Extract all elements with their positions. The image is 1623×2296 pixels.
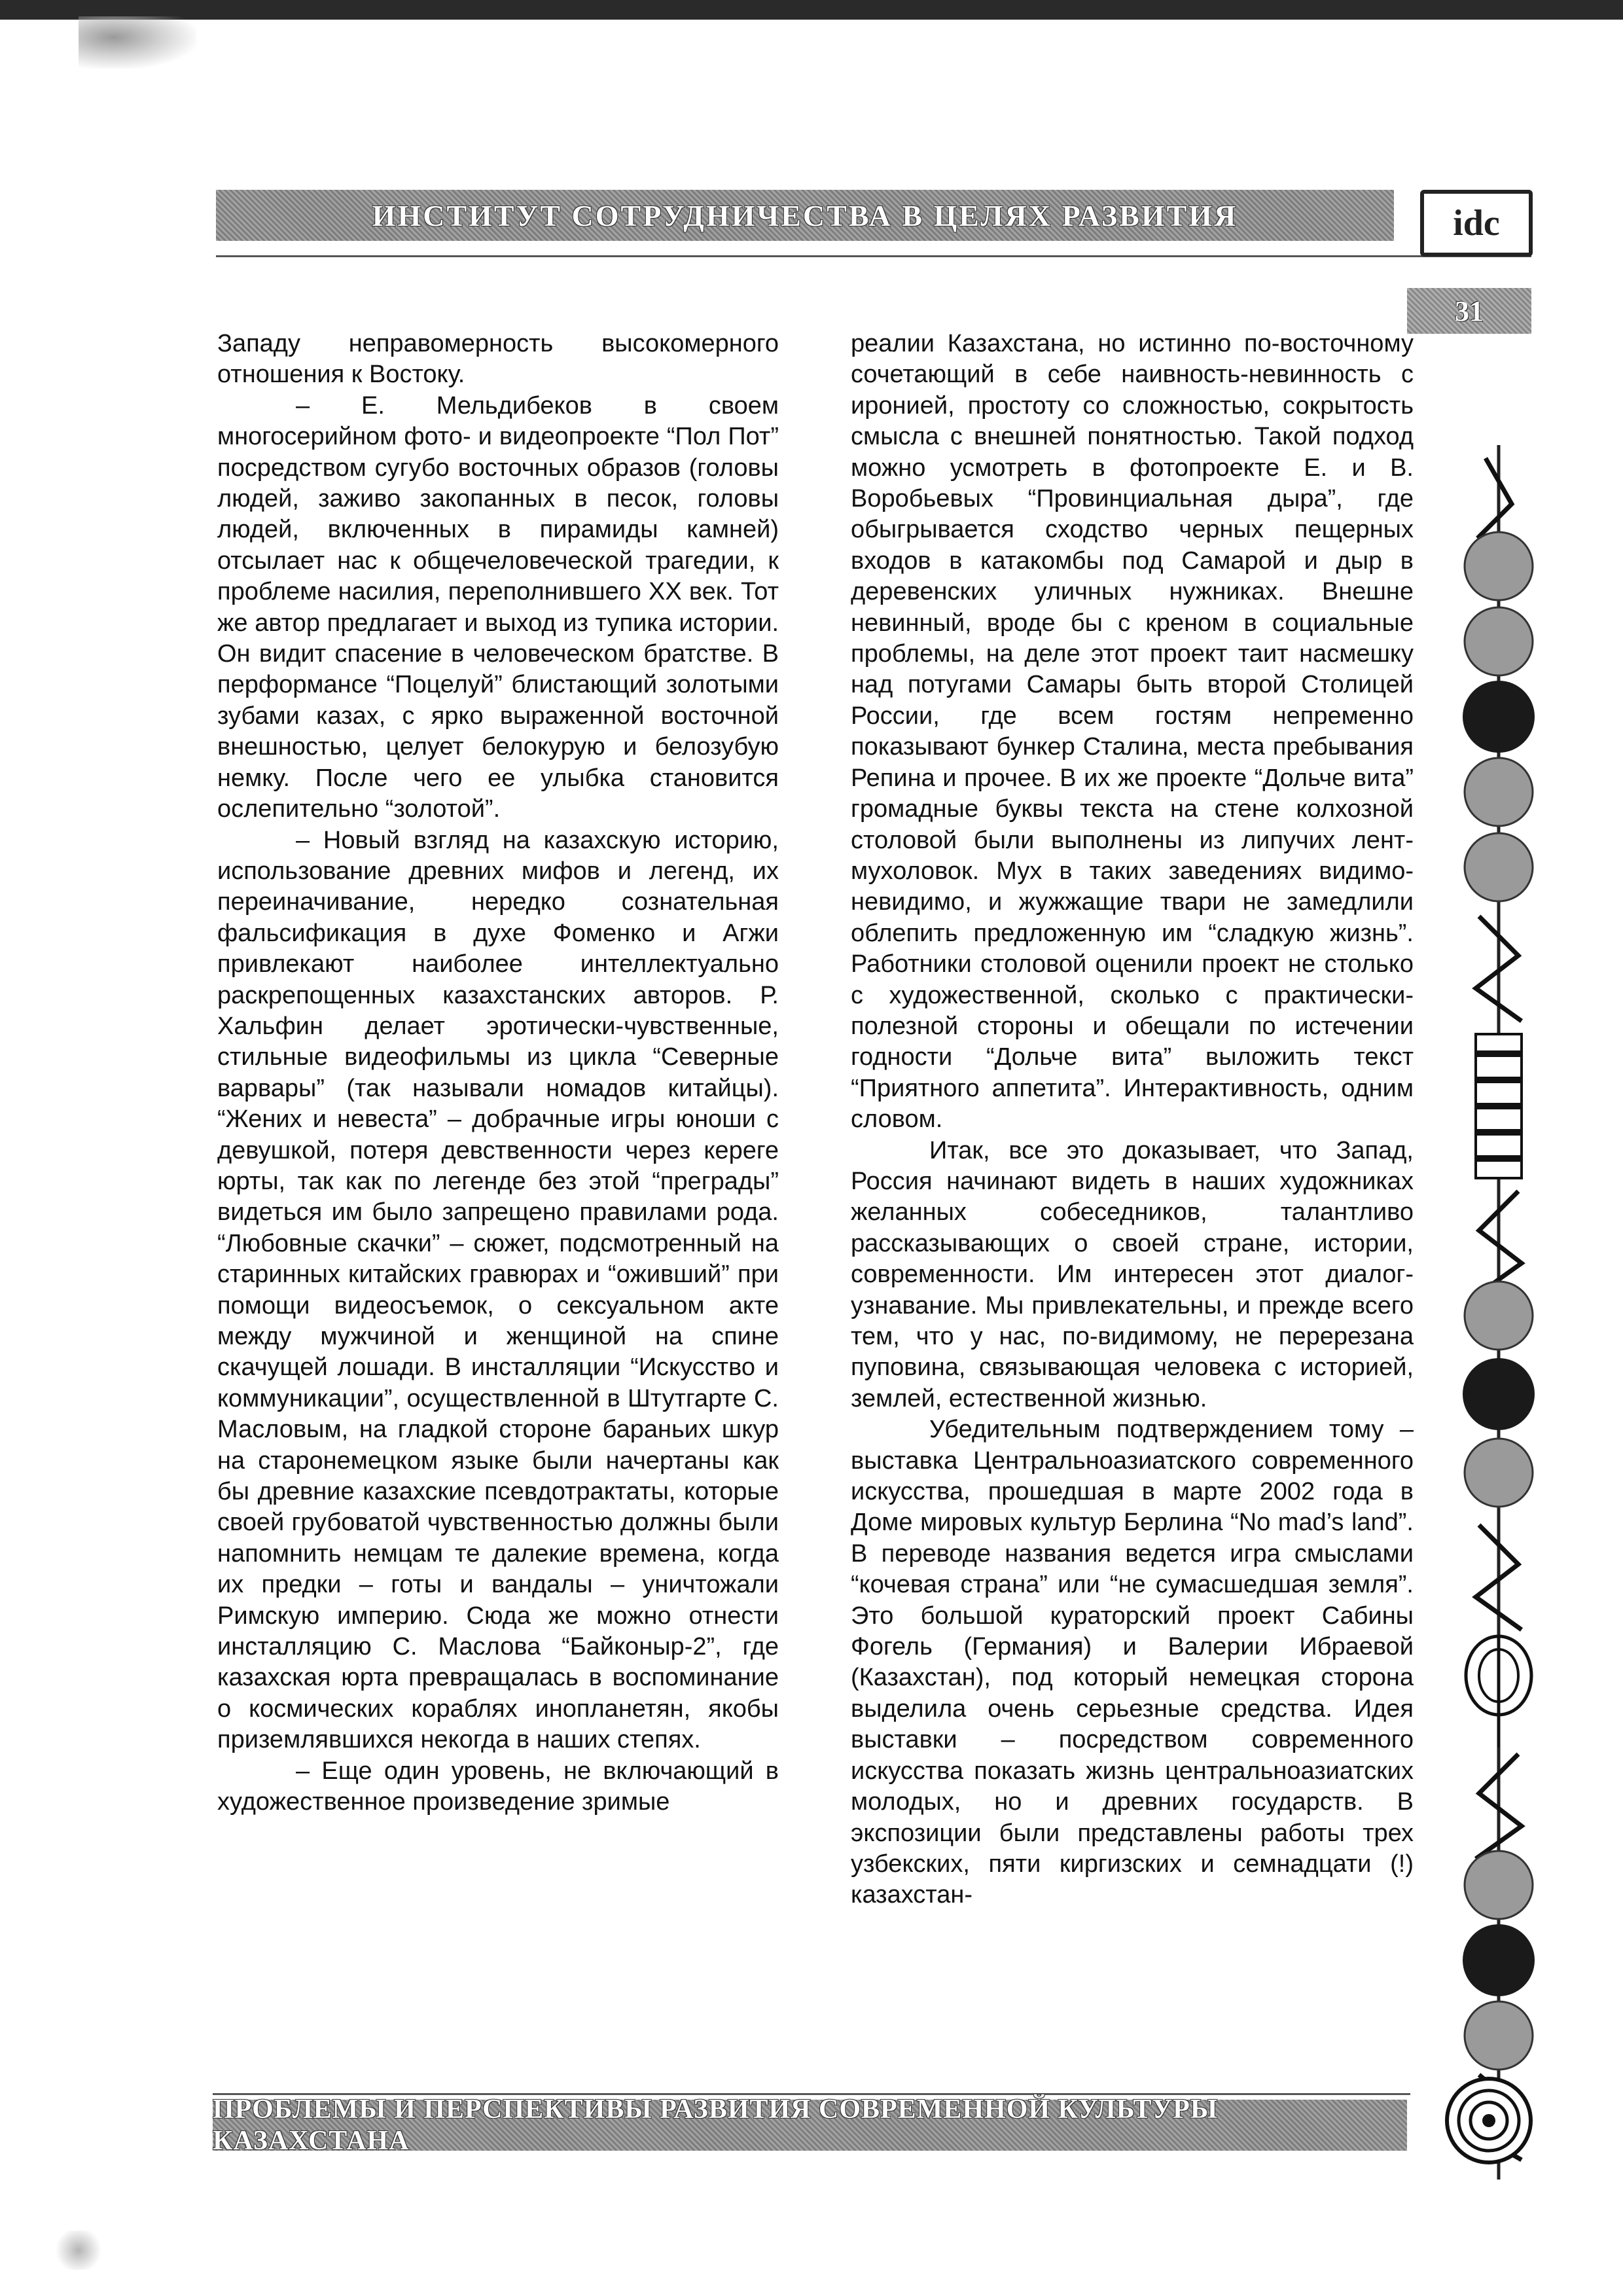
black-disc-icon: [1463, 681, 1535, 753]
page-number-text: 31: [1455, 295, 1484, 327]
grey-disc-icon: [1465, 833, 1533, 901]
paragraph: – Еще один уровень, не включающий в художественное произведение зримые: [217, 1757, 779, 1816]
page-number: [1407, 288, 1531, 334]
black-disc-icon: [1463, 1924, 1535, 1996]
grey-disc-icon: [1465, 1439, 1533, 1507]
idc-logo: [1420, 190, 1533, 257]
scribble-ornament-icon: [1466, 1636, 1531, 1748]
left-column: [217, 329, 779, 1818]
spiral-icon: [1443, 2075, 1535, 2166]
header-banner: [216, 190, 1394, 241]
scan-smudge: [79, 16, 196, 69]
paragraph: – Е. Мельдибеков в своем многосерийном фото- и видеопроекте “Пол Пот” посредством сугубо восточных образов (головы людей, заживо закопанных в песок, головы людей, включенных в пирамиды камней) отсылает нас к общечеловеческой трагедии, к проблеме насилия, переполнившего XX век. Тот же автор предлагает и выход из тупика истории. Он видит спасение в человеческом братстве. В перформансе “Поцелуй” блистающий золотыми зубами казах, с ярко выраженной восточной внешностью, целует белокурую и белозубую немку. После чего ее улыбка становится ослепительно “золотой”.: [217, 391, 779, 823]
paragraph: – Новый взгляд на казахскую историю, использование древних мифов и легенд, их переиначивание, нередко сознательная фальсификация в духе Фоменко и Агжи привлекают наиболее интеллектуально раскрепощенных казахстанских авторов. Р. Хальфин делает эротически-чувственные, стильные видеофильмы из цикла “Северные варвары” (так называли номадов китайцы). “Жених и невеста” – добрачные игры юноши с девушкой, потеря девственности через кереге юрты, так как по легенде без этой “преграды” видеться им было запрещено правилами рода. “Любовные скачки” – сюжет, подсмотренный на старинных китайских гравюрах и “оживший” при помощи видеосъемок, о сексуальном акте между мужчиной и женщиной на спине скачущей лошади. В инсталляции “Искусство и коммуникации”, осуществленной в Штутгарте С. Масловым, на гладкой стороне бараньих шкур на старонемецком языке были начертаны как бы древние казахские псевдотрактаты, которые своей грубоватой чувственностью должны были напомнить немцам те далекие времена, когда их предки – готы и вандалы – уничтожали Римскую империю. Сюда же можно отнести инсталляцию С. Маслова “Байконыр-2”, где казахская юрта превращалась в воспоминание о космических кораблях инопланетян, якобы приземлявшихся некогда в наших степях.: [217, 826, 779, 1754]
grey-disc-icon: [1465, 1282, 1533, 1350]
grey-disc-icon: [1465, 607, 1533, 675]
grey-disc-icon: [1465, 2001, 1533, 2070]
scan-smudge-bottom: [52, 2231, 105, 2270]
black-disc-icon: [1463, 1358, 1535, 1430]
logo-text: idc: [1453, 203, 1500, 243]
decorative-border-ornament: [1440, 445, 1558, 2179]
right-column: [851, 329, 1414, 1911]
paragraph: реалии Казахстана, но истинно по-восточному сочетающий в себе наивность-невинность с иронией, простоту со сложностью, сокрытость смысла с внешней понятностью. Такой подход можно усмотреть в фотопроекте Е. и В. Воробьевых “Провинциальная дыра”, где обыгрывается сходство черных пещерных входов в катакомбы под Самарой и дыр в деревенских уличных нужниках. Внешне невинный, вроде бы с креном в социальные проблемы, на деле этот проект таит насмешку над потугами Самары быть второй Столицей России, где всем гостям непременно показывают бункер Сталина, места пребывания Репина и прочее. В их же проекте “Дольче вита” громадные буквы текста на стене колхозной столовой были выполнены из липучих лент-мухоловок. Мух в таких заведениях видимо-невидимо, и жужжащие твари не замедлили облепить предложенную им “сладкую жизнь”. Работники столовой оценили проект не столько с художественной, сколько с практически-полезной стороны и обещали по истечении годности “Дольче вита” выложить текст “Приятного аппетита”. Интерактивность, одним словом.: [851, 330, 1414, 1134]
grey-disc-icon: [1465, 758, 1533, 826]
footer-banner: [213, 2094, 1407, 2156]
grey-disc-icon: [1465, 532, 1533, 600]
paragraph: Итак, все это доказывает, что Запад, Россия начинают видеть в наших художниках желанных собеседников, талантливо рассказывающих о своей стране, истории, современности. Им интересен этот диалог-узнавание. Мы привлекательны, и прежде всего тем, что у нас, по-видимому, не перерезана пуповина, связывающая человека с историей, землей, естественной жизнью.: [851, 1136, 1414, 1412]
header-rule: [216, 255, 1531, 257]
striped-ornament-icon: [1476, 1034, 1522, 1178]
scan-edge: [0, 0, 1623, 20]
grey-disc-icon: [1465, 1851, 1533, 1919]
footer-title: ПРОБЛЕМЫ И ПЕРСПЕКТИВЫ РАЗВИТИЯ СОВРЕМЕННОЙ КУЛЬТУРЫ КАЗАХСТАНА: [213, 2094, 1219, 2156]
header-title: ИНСТИТУТ СОТРУДНИЧЕСТВА В ЦЕЛЯХ РАЗВИТИЯ: [372, 198, 1238, 232]
paragraph: Убедительным подтверждением тому – выставка Центральноазиатского современного искусства, прошедшая в марте 2002 года в Доме мировых культур Берлина “No mad’s land”. В переводе названия ведется игра смыслами “кочевая страна” или “не сумасшедшая земля”. Это большой кураторский проект Сабины Фогель (Германия) и Валерии Ибраевой (Казахстан), под который немецкая сторона выделила очень серьезные средства. Идея выставки – посредством современного искусства показать жизнь центральноазиатских молодых, но и древних государств. В экспозиции были представлены работы трех узбекских, пяти киргизских и семнадцати (!) казахстан-: [851, 1416, 1414, 1909]
paragraph: Западу неправомерность высокомерного отношения к Востоку.: [217, 330, 779, 389]
